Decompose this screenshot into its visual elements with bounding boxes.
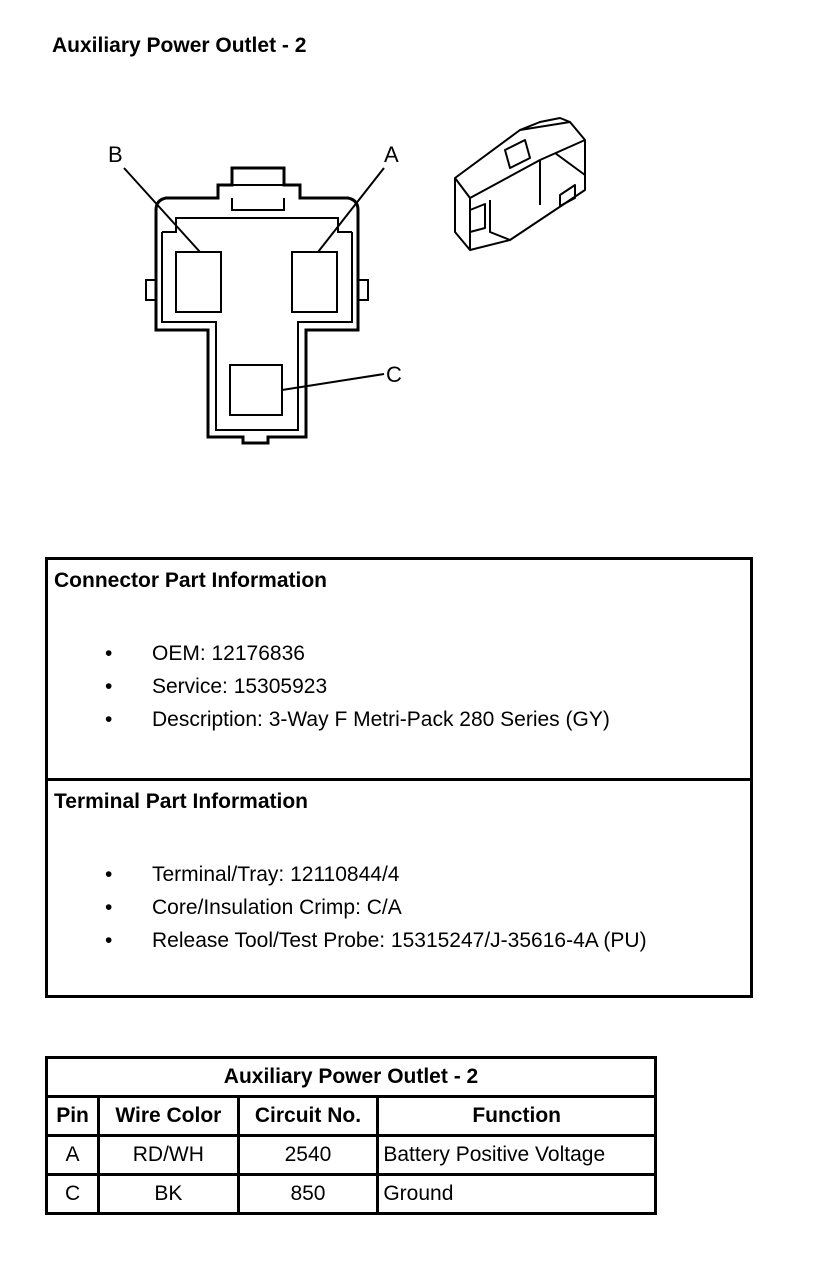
list-item: • Service: 15305923 — [105, 675, 328, 698]
bullet: • — [105, 642, 113, 665]
list-item: • OEM: 12176836 — [105, 642, 305, 665]
table-cell: 850 — [238, 1175, 378, 1214]
column-header: Pin — [47, 1097, 99, 1136]
bullet: • — [105, 863, 113, 886]
table-row — [47, 1175, 656, 1214]
list-item: • Core/Insulation Crimp: C/A — [105, 896, 402, 919]
terminal-info-heading: Terminal Part Information — [54, 790, 308, 813]
connector-isometric-drawing — [445, 110, 595, 260]
column-header: Function — [378, 1097, 656, 1136]
table-cell: C — [47, 1175, 99, 1214]
connector-part-information — [45, 557, 753, 781]
connector-info-heading: Connector Part Information — [54, 569, 328, 592]
terminal-part-information — [45, 778, 753, 998]
bullet: • — [105, 675, 113, 698]
table-caption: Auxiliary Power Outlet - 2 — [47, 1058, 656, 1097]
list-item: • Release Tool/Test Probe: 15315247/J-35616-4A (PU) — [105, 929, 647, 952]
bullet: • — [105, 929, 113, 952]
table-row — [47, 1136, 656, 1175]
page-title: Auxiliary Power Outlet - 2 — [52, 34, 307, 57]
list-item: • Description: 3-Way F Metri-Pack 280 Series (GY) — [105, 708, 610, 731]
pin-table — [45, 1056, 657, 1215]
cavity-label-c: C — [386, 362, 402, 387]
table-cell: RD/WH — [99, 1136, 239, 1175]
table-cell: 2540 — [238, 1136, 378, 1175]
cavity-label-a: A — [384, 142, 399, 167]
table-cell: Battery Positive Voltage — [378, 1136, 656, 1175]
bullet: • — [105, 896, 113, 919]
table-cell: A — [47, 1136, 99, 1175]
cavity-label-b: B — [108, 142, 123, 167]
bullet: • — [105, 708, 113, 731]
connector-face-diagram — [100, 130, 420, 450]
column-header: Wire Color — [99, 1097, 239, 1136]
table-cell: Ground — [378, 1175, 656, 1214]
table-cell: BK — [99, 1175, 239, 1214]
list-item: • Terminal/Tray: 12110844/4 — [105, 863, 400, 886]
column-header: Circuit No. — [238, 1097, 378, 1136]
